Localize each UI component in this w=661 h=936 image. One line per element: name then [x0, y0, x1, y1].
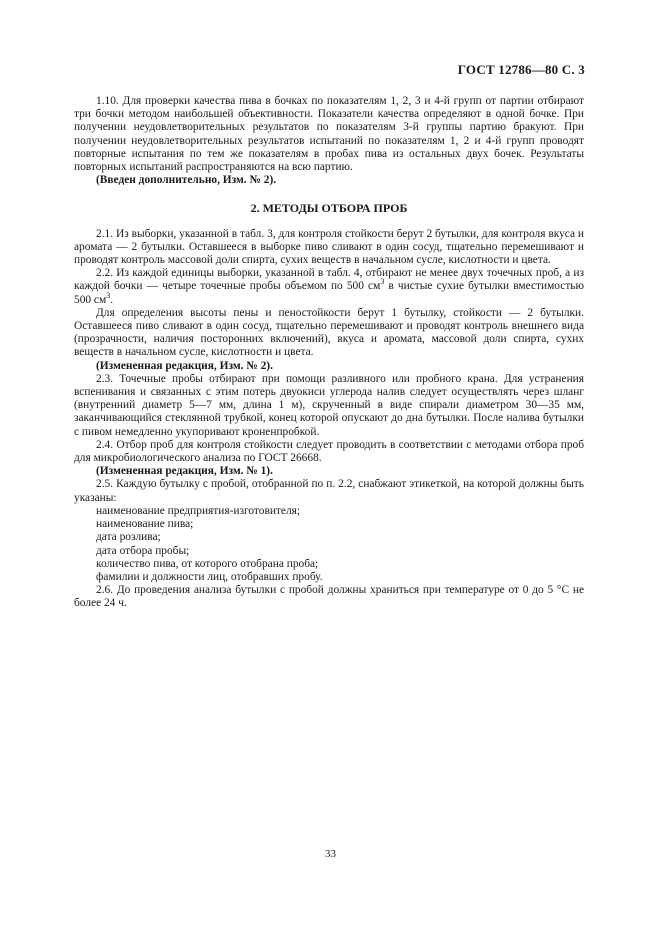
superscript: 3: [380, 277, 385, 287]
amendment-note: (Измененная редакция, Изм. № 2).: [96, 359, 273, 372]
page-number: 33: [325, 848, 336, 860]
list-item: дата розлива;: [96, 531, 161, 544]
amendment-note: (Измененная редакция, Изм. № 1).: [96, 465, 273, 478]
label-list: [74, 505, 584, 584]
paragraph-2-3: 2.3. Точечные пробы отбирают при помощи разливного или пробного крана. Для устранения вспенивания и связанных с этим потерь двуокиси углерода налив следует осуществлять через шланг (внутренний диаметр 5—7 мм, длина 1 м), скрученный в виде спирали диаметром 30—35 мм, заканчивающийся стеклянной трубкой, конец которой опускают до дна бутылки. После налива бутылки с пивом немедленно укупоривают кроненпробкой.: [74, 372, 584, 438]
paragraph-2-6: 2.6. До проведения анализа бутылки с пробой должны храниться при температуре от 0 до 5 °С не более 24 ч.: [74, 584, 584, 610]
paragraph-2-2-text-b: в чистые сухие бутылки вместимостью 500 см: [74, 280, 585, 306]
paragraph-2-2-text-c: .: [110, 293, 114, 306]
paragraph-2-1: 2.1. Из выборки, указанной в табл. 3, для контроля стойкости берут 2 бутылки, для контроля вкуса и аромата — 2 бутылки. Оставшееся в выборке пиво сливают в один сосуд, тщательно перемешивают и проводят контроль массовой доли спирта, сухих веществ в начальном сусле, кислотности и цвета.: [74, 227, 584, 267]
section-title: 2. МЕТОДЫ ОТБОРА ПРОБ: [250, 201, 408, 216]
amendment-note: (Введен дополнительно, Изм. № 2).: [96, 174, 277, 187]
paragraph-2-2: [74, 267, 584, 307]
list-item: фамилии и должности лиц, отобравших пробу.: [96, 570, 323, 583]
list-item: наименование пива;: [96, 518, 194, 531]
superscript: 3: [106, 290, 111, 300]
list-item: дата отбора пробы;: [96, 544, 190, 557]
paragraph-2-4: 2.4. Отбор проб для контроля стойкости следует проводить в соответствии с методами отбора проб для микробиологического анализа по ГОСТ 26668.: [74, 438, 584, 465]
list-item: количество пива, от которого отобрана проба;: [96, 557, 319, 570]
page-header: ГОСТ 12786—80 С. 3: [457, 62, 585, 77]
document-body: [74, 95, 584, 611]
paragraph-2-5: 2.5. Каждую бутылку с пробой, отобранной по п. 2.2, снабжают этикеткой, на которой должны быть указаны:: [74, 478, 584, 504]
paragraph-2-2-continued: Для определения высоты пены и пеностойкости берут 1 бутылку, стойкости — 2 бутылки. Оставшееся пиво сливают в один сосуд, тщательно перемешивают и проводят контроль внешнего вида (прозрачности, наличия посторонних включений), вкуса и аромата, массовой доли спирта, сухих веществ в начальном сусле, кислотности и цвета.: [74, 306, 584, 359]
list-item: наименование предприятия-изготовителя;: [96, 504, 301, 517]
paragraph-1-10: 1.10. Для проверки качества пива в бочках по показателям 1, 2, 3 и 4-й групп от партии отбирают три бочки методом наибольшей объективности. Показатели качества определяют в одной бочке. При получении неудовлетворительных результатов по показателям 3-й группы партию бракуют. При получении неудовлетворительных результатов испытаний по показателям 1, 2 и 4-й групп проводят повторные испытания по тем же показателям в пробах пива из остальных двух бочек. Результаты повторных испытаний распространяются на всю партию.: [74, 95, 584, 174]
paragraph-2-2-text-a: 2.2. Из каждой единицы выборки, указанной в табл. 4, отбирают не менее двух точечных проб, а из каждой бочки — четыре точечные пробы объемом по 500 см: [74, 267, 584, 293]
